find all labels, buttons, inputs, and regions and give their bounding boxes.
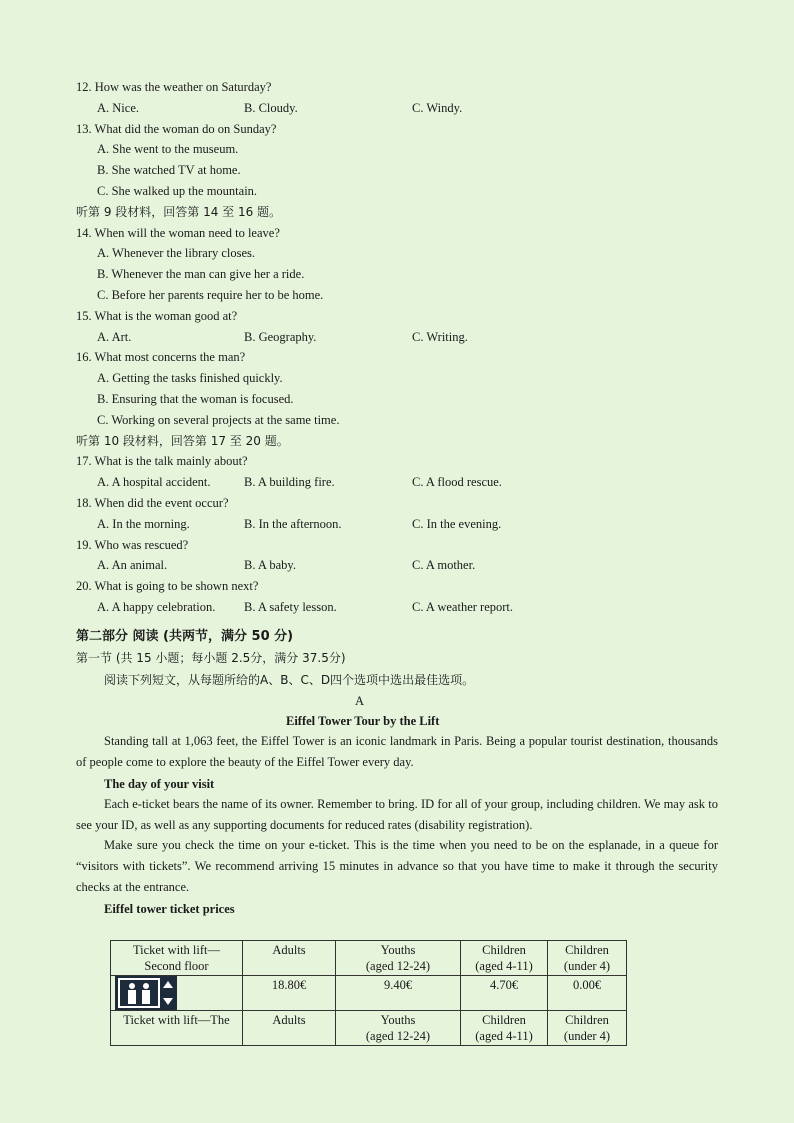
option-c: C. Windy.	[412, 101, 463, 115]
section-instruction: 听第 9 段材料，回答第 14 至 16 题。	[76, 205, 282, 219]
paragraph-1	[76, 731, 718, 773]
passage-title: Eiffel Tower Tour by the Lift	[286, 714, 440, 728]
question-17: 17. What is the talk mainly about?	[76, 454, 248, 468]
table-cell	[461, 941, 548, 976]
cell-line: Children	[565, 943, 609, 957]
cell-line: Ticket with lift—	[132, 943, 221, 957]
paragraph-2	[76, 794, 718, 836]
option-b: B. Geography.	[244, 330, 317, 344]
cell-line: Children	[482, 1013, 526, 1027]
option-b: B. Whenever the man can give her a ride.	[97, 267, 305, 281]
cell-line: Ticket with lift—The	[123, 1013, 230, 1027]
table-cell	[111, 976, 243, 1011]
option-b: B. Ensuring that the woman is focused.	[97, 392, 294, 406]
section-instruction: 听第 10 段材料，回答第 17 至 20 题。	[76, 434, 289, 448]
option-b: B. She watched TV at home.	[97, 163, 241, 177]
cell-line: Youths	[380, 943, 416, 957]
cell-line: Second floor	[144, 959, 209, 973]
cell-line: Youths	[380, 1013, 416, 1027]
table-cell	[336, 941, 461, 976]
subheading-ticket-prices: Eiffel tower ticket prices	[104, 902, 235, 916]
part2-heading: 第二部分 阅读 (共两节，满分 50 分)	[76, 629, 294, 644]
option-a: A. Whenever the library closes.	[97, 246, 256, 260]
table-cell	[243, 941, 336, 976]
table-cell	[461, 1011, 548, 1046]
paragraph-2-text: Each e-ticket bears the name of its owner. Remember to bring. ID for all of your group, including children. We may ask to see your ID, as well as any supporting documents for reduced rates (disability registration).	[76, 797, 718, 832]
option-b: B. A safety lesson.	[244, 600, 337, 614]
cell-line: (aged 4-11)	[475, 959, 533, 973]
paragraph-1-text: Standing tall at 1,063 feet, the Eiffel Tower is an iconic landmark in Paris. Being a popular tourist destination, thousands of people come to explore the beauty of the Eiffel Tower every day.	[76, 734, 718, 769]
elevator-icon	[115, 976, 177, 1010]
option-a: A. In the morning.	[97, 517, 190, 531]
table-cell	[111, 1011, 243, 1046]
table-cell	[548, 1011, 627, 1046]
cell-line: Adults	[272, 1013, 306, 1027]
question-19: 19. Who was rescued?	[76, 538, 189, 552]
question-16: 16. What most concerns the man?	[76, 350, 246, 364]
option-b: B. In the afternoon.	[244, 517, 342, 531]
question-14: 14. When will the woman need to leave?	[76, 226, 280, 240]
cell-line: (under 4)	[563, 1029, 611, 1043]
option-a: A. A hospital accident.	[97, 475, 211, 489]
question-20: 20. What is going to be shown next?	[76, 579, 259, 593]
price-adults: 18.80€	[243, 976, 336, 1011]
option-c: C. A weather report.	[412, 600, 514, 614]
cell-line: (aged 12-24)	[365, 1029, 431, 1043]
price-children-under-4: 0.00€	[548, 976, 627, 1011]
option-a: A. She went to the museum.	[97, 142, 239, 156]
question-12: 12. How was the weather on Saturday?	[76, 80, 272, 94]
table-cell	[548, 941, 627, 976]
paragraph-3-text: Make sure you check the time on your e-ticket. This is the time when you need to be on the esplanade, in a queue for “visitors with tickets”. We recommend arriving 15 minutes in advance so that you have time to make it through the security checks at the entrance.	[76, 838, 718, 894]
option-a: A. Art.	[97, 330, 132, 344]
table-row	[111, 941, 627, 976]
price-children-4-11: 4.70€	[461, 976, 548, 1011]
question-13: 13. What did the woman do on Sunday?	[76, 122, 277, 136]
paragraph-3	[76, 835, 718, 898]
question-15: 15. What is the woman good at?	[76, 309, 238, 323]
option-c: C. Before her parents require her to be home.	[97, 288, 324, 302]
cell-line: Adults	[272, 943, 306, 957]
option-c: C. She walked up the mountain.	[97, 184, 258, 198]
option-c: C. Writing.	[412, 330, 468, 344]
reading-instruction: 阅读下列短文，从每题所给的A、B、C、D四个选项中选出最佳选项。	[104, 673, 475, 687]
option-b: B. A building fire.	[244, 475, 335, 489]
table-cell	[336, 1011, 461, 1046]
subheading-day-of-visit: The day of your visit	[104, 777, 215, 791]
lift-icon-box	[111, 976, 242, 1010]
table-row	[111, 976, 627, 1011]
table-row	[111, 1011, 627, 1046]
option-a: A. A happy celebration.	[97, 600, 216, 614]
passage-letter: A	[355, 694, 365, 708]
cell-line: Children	[565, 1013, 609, 1027]
option-c: C. In the evening.	[412, 517, 502, 531]
cell-line: (aged 4-11)	[475, 1029, 533, 1043]
option-c: C. A mother.	[412, 558, 476, 572]
option-a: A. Getting the tasks finished quickly.	[97, 371, 283, 385]
option-c: C. A flood rescue.	[412, 475, 502, 489]
cell-line: Children	[482, 943, 526, 957]
option-a: A. An animal.	[97, 558, 168, 572]
section1-heading: 第一节 (共 15 小题；每小题 2.5分，满分 37.5分)	[76, 651, 346, 665]
table-cell	[243, 1011, 336, 1046]
option-a: A. Nice.	[97, 101, 139, 115]
option-b: B. Cloudy.	[244, 101, 298, 115]
table-cell	[111, 941, 243, 976]
question-18: 18. When did the event occur?	[76, 496, 229, 510]
price-youths: 9.40€	[336, 976, 461, 1011]
option-b: B. A baby.	[244, 558, 296, 572]
cell-line: (under 4)	[563, 959, 611, 973]
option-c: C. Working on several projects at the same time.	[97, 413, 340, 427]
cell-line: (aged 12-24)	[365, 959, 431, 973]
ticket-price-table	[110, 940, 627, 1046]
